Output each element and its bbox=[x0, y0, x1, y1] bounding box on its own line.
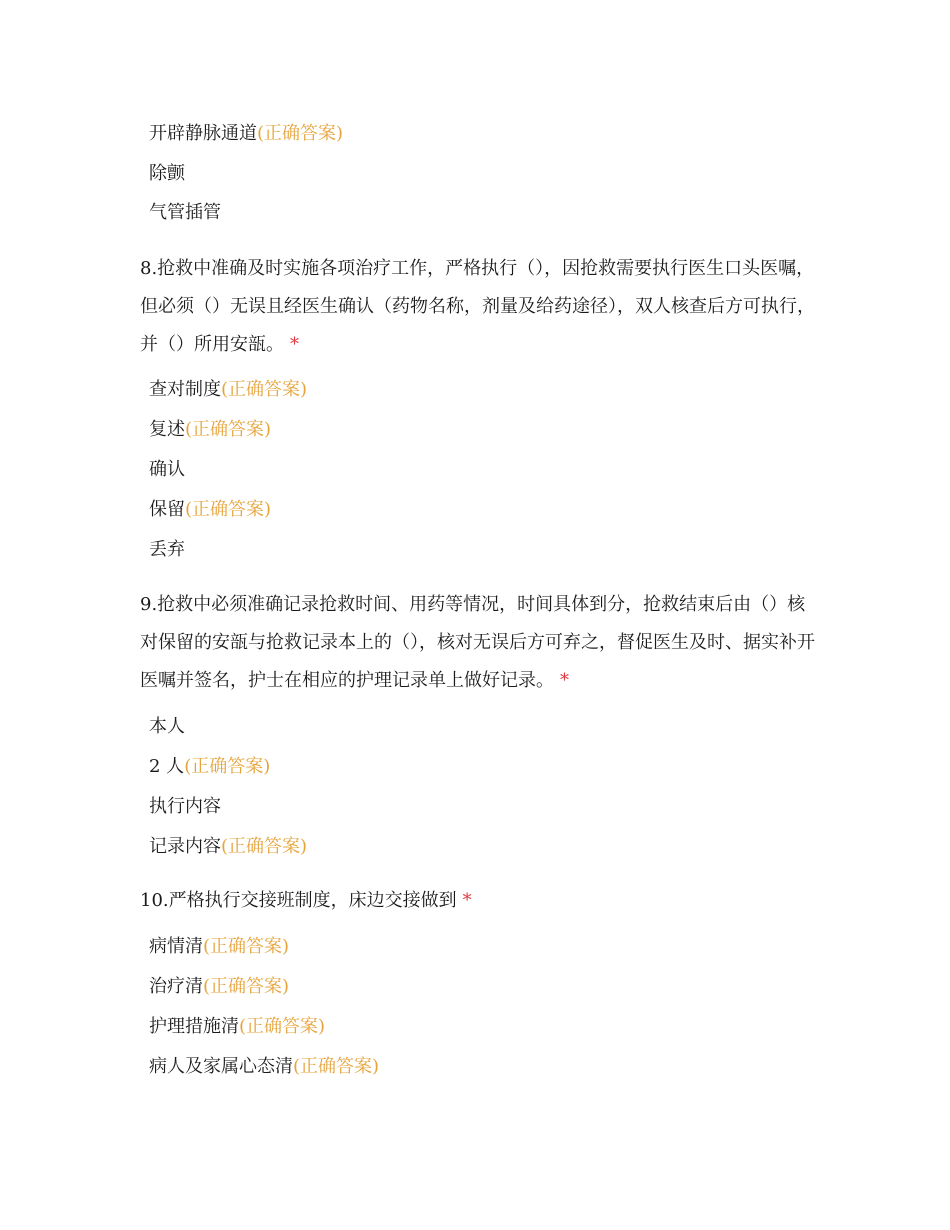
option-text: 记录内容 bbox=[149, 836, 221, 857]
correct-answer-tag: (正确答案) bbox=[203, 936, 290, 957]
option-text: 治疗清 bbox=[149, 976, 203, 997]
option-text: 复述 bbox=[149, 419, 185, 440]
correct-answer-tag: (正确答案) bbox=[185, 419, 272, 440]
required-mark: * bbox=[560, 670, 569, 691]
q9-option-3[interactable] bbox=[149, 795, 221, 819]
option-text: 2 人 bbox=[149, 756, 185, 777]
q10-option-3[interactable] bbox=[149, 1015, 325, 1039]
correct-answer-tag: (正确答案) bbox=[221, 836, 308, 857]
option-text: 查对制度 bbox=[149, 379, 221, 400]
option-text: 执行内容 bbox=[149, 796, 221, 817]
question-text: 严格执行交接班制度，床边交接做到 bbox=[168, 890, 457, 911]
q9-option-4[interactable] bbox=[149, 835, 307, 859]
option-text: 开辟静脉通道 bbox=[149, 123, 257, 144]
q10-option-2[interactable] bbox=[149, 975, 289, 999]
q8-option-5[interactable] bbox=[149, 538, 185, 562]
q8-option-3[interactable] bbox=[149, 458, 185, 482]
question-text: 抢救中准确及时实施各项治疗工作，严格执行（），因抢救需要执行医生口头医嘱，但必须（）无误且经医生确认（药物名称，剂量及给药途径），双人核查后方可执行，并（）所用安瓿。 bbox=[140, 258, 815, 355]
question-number: 10. bbox=[140, 890, 169, 911]
option-text: 护理措施清 bbox=[149, 1016, 239, 1037]
question-8 bbox=[140, 250, 820, 364]
correct-answer-tag: (正确答案) bbox=[293, 1056, 380, 1077]
question-number: 8. bbox=[140, 258, 158, 279]
correct-answer-tag: (正确答案) bbox=[203, 976, 290, 997]
question-10 bbox=[140, 882, 820, 920]
q9-option-1[interactable] bbox=[149, 715, 185, 739]
q8-option-1[interactable] bbox=[149, 378, 307, 402]
correct-answer-tag: (正确答案) bbox=[221, 379, 308, 400]
q8-option-2[interactable] bbox=[149, 418, 271, 442]
option-text: 本人 bbox=[149, 716, 185, 737]
q10-option-4[interactable] bbox=[149, 1055, 379, 1079]
q8-option-4[interactable] bbox=[149, 498, 271, 522]
question-number: 9. bbox=[140, 594, 158, 615]
correct-answer-tag: (正确答案) bbox=[257, 123, 344, 144]
q7-option-2[interactable] bbox=[149, 162, 185, 186]
q9-option-2[interactable] bbox=[149, 755, 270, 779]
option-text: 病人及家属心态清 bbox=[149, 1056, 293, 1077]
option-text: 丢弃 bbox=[149, 539, 185, 560]
correct-answer-tag: (正确答案) bbox=[239, 1016, 326, 1037]
question-text: 抢救中必须准确记录抢救时间、用药等情况，时间具体到分，抢救结束后由（）核对保留的安瓿与抢救记录本上的（），核对无误后方可弃之，督促医生及时、据实补开医嘱并签名，护士在相应的护理记录单上做好记录。 bbox=[140, 594, 815, 691]
option-text: 除颤 bbox=[149, 163, 185, 184]
required-mark: * bbox=[462, 890, 472, 911]
option-text: 确认 bbox=[149, 459, 185, 480]
q7-option-3[interactable] bbox=[149, 201, 221, 225]
option-text: 气管插管 bbox=[149, 202, 221, 223]
option-text: 病情清 bbox=[149, 936, 203, 957]
q7-option-1[interactable] bbox=[149, 122, 343, 146]
option-text: 保留 bbox=[149, 499, 185, 520]
correct-answer-tag: (正确答案) bbox=[184, 756, 271, 777]
required-mark: * bbox=[290, 334, 299, 355]
q10-option-1[interactable] bbox=[149, 935, 289, 959]
correct-answer-tag: (正确答案) bbox=[185, 499, 272, 520]
question-9 bbox=[140, 586, 820, 700]
